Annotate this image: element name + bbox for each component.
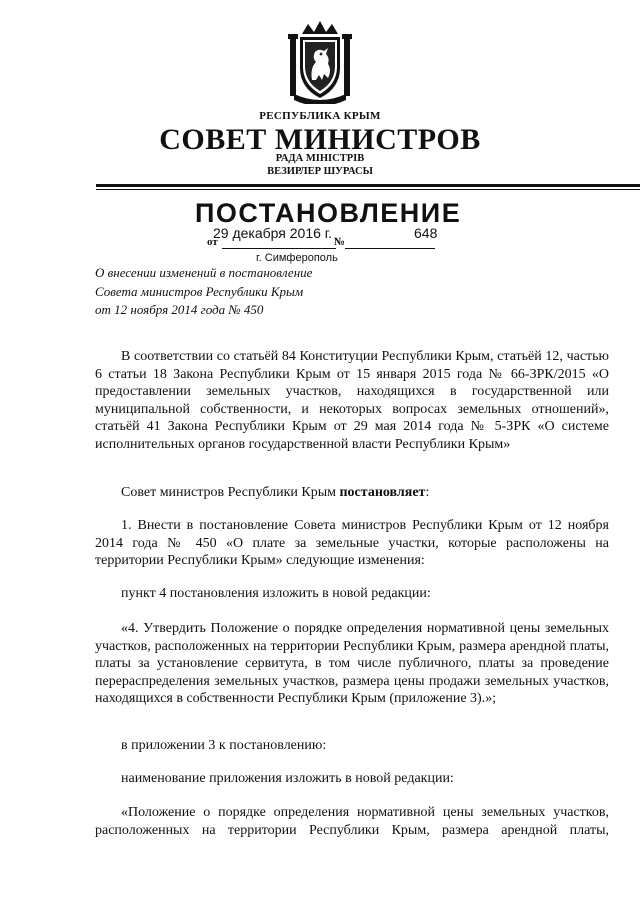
paragraph-regulation-title <box>95 804 609 839</box>
number-prefix-label: № <box>334 236 346 248</box>
resolves-keyword: постановляет <box>339 485 426 500</box>
resolves-colon: : <box>425 485 430 500</box>
subject-line: О внесении изменений в постановление <box>95 265 313 280</box>
document-number: 648 <box>414 225 438 241</box>
paragraph-text: «Положение о порядке определения нормативной цены земельных участков, расположенных на территории Республики Крым, размера арендной платы, <box>95 805 609 838</box>
document-subject <box>95 264 312 320</box>
paragraph-item-4-text <box>95 620 609 708</box>
city-label: г. Симферополь <box>256 252 338 264</box>
subject-line: от 12 ноября 2014 года № 450 <box>95 302 264 317</box>
resolves-text: Совет министров Республики Крым <box>121 485 340 500</box>
paragraph-text: в приложении 3 к постановлению: <box>121 738 327 753</box>
number-underline <box>345 248 435 249</box>
paragraph-text: пункт 4 постановления изложить в новой редакции: <box>121 586 431 601</box>
header-divider-thin <box>96 189 640 190</box>
paragraph-text: В соответствии со статьёй 84 Конституции Республики Крым, статьёй 12, частью 6 статьи 18 Закона Республики Крым от 15 января 2015 года № 66-ЗРК/2015 «О предоставлении земельных участков, находящихся в государственной или муниципальной собственности, и некоторых вопросах земельных отношений», статьёй 41 Закона Республики Крым от 29 мая 2014 года № 5-ЗРК «О системе исполнительных органов государственной власти Республики Крым» <box>95 349 609 452</box>
header-divider-thick <box>96 184 640 187</box>
crimea-coat-of-arms-icon <box>288 20 352 104</box>
paragraph-text: «4. Утвердить Положение о порядке определения нормативной цены земельных участков, расположенных на территории Республики Крым, размера арендной платы, платы за установление сервитута, в том числе публичного, платы за проведение перераспределения земельных участков, размера цены продажи земельных участков, находящихся в собственности Республики Крым (приложение 3).»; <box>95 621 609 706</box>
subject-line: Совета министров Республики Крым <box>95 283 304 299</box>
paragraph-text: 1. Внести в постановление Совета министров Республики Крым от 12 ноября 2014 года № 450 «О плате за земельные участки, которые расположены на территории Республики Крым» следующие изменения: <box>95 518 609 568</box>
paragraph-legal-basis <box>95 348 609 453</box>
paragraph-resolves <box>95 484 609 502</box>
republic-name: РЕСПУБЛИКА КРЫМ <box>259 110 381 122</box>
paragraph-appendix-3 <box>95 737 609 755</box>
document-date: 29 декабря 2016 г. <box>213 225 333 241</box>
paragraph-text <box>95 484 609 502</box>
paragraph-item-4-intro <box>95 585 609 603</box>
document-type: ПОСТАНОВЛЕНИЕ <box>195 198 462 228</box>
date-prefix-label: от <box>207 236 218 248</box>
council-name: СОВЕТ МИНИСТРОВ <box>159 123 481 156</box>
paragraph-text: наименование приложения изложить в новой редакции: <box>121 771 454 786</box>
council-name-crimean-tatar: ВЕЗИРЛЕР ШУРАСЫ <box>267 166 373 177</box>
paragraph-item-1 <box>95 517 609 570</box>
council-name-ukrainian: РАДА МІНІСТРІВ <box>275 153 365 164</box>
paragraph-appendix-title <box>95 770 609 788</box>
date-underline <box>222 248 336 249</box>
